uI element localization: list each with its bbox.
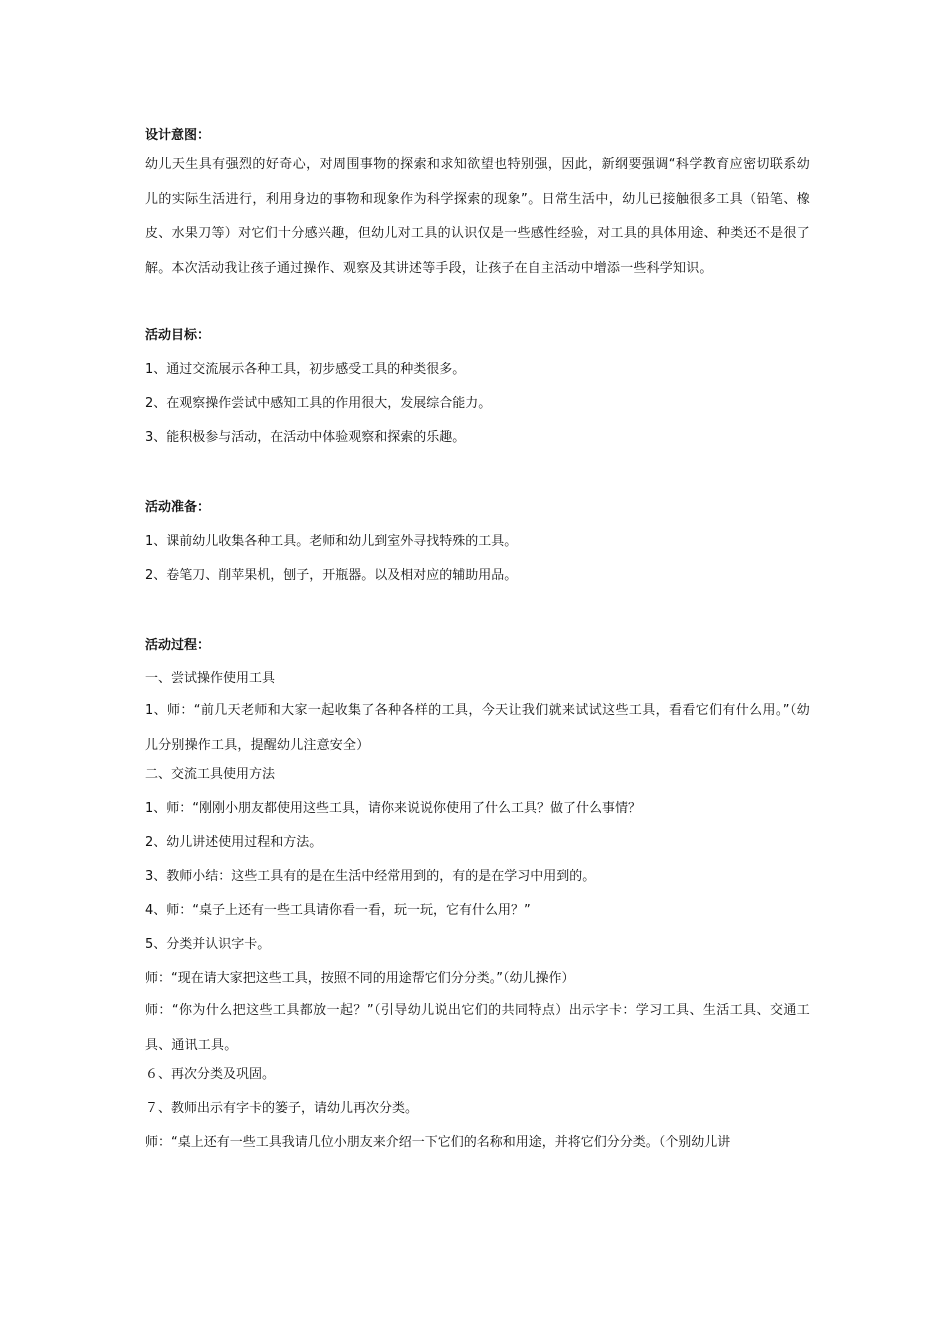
section-gap [145,286,810,326]
goal-item: 1、通过交流展示各种工具，初步感受工具的种类很多。 [145,362,466,377]
process-part2-item: 2、幼儿讲述使用过程和方法。 [145,835,323,850]
process-part2-title: 二、交流工具使用方法 [145,767,276,782]
prep-heading: 活动准备： [145,500,211,515]
process-part2-item: 师：“现在请大家把这些工具，按照不同的用途帮它们分分类。”（幼儿操作） [145,971,575,986]
process-part2-item: 5、分类并认识字卡。 [145,937,271,952]
process-heading: 活动过程： [145,638,211,653]
process-part2-item: 4、师：“桌子上还有一些工具请你看一看，玩一玩，它有什么用？” [145,903,531,918]
prep-item: 1、课前幼儿收集各种工具。老师和幼儿到室外寻找特殊的工具。 [145,534,518,549]
process-part2-item: ７、教师出示有字卡的篓子，请幼儿再次分类。 [145,1101,419,1116]
goals-heading: 活动目标： [145,328,211,343]
design-heading: 设计意图： [145,128,211,143]
document-page [145,126,810,1153]
goal-item: 2、在观察操作尝试中感知工具的作用很大，发展综合能力。 [145,396,492,411]
design-paragraph: 幼儿天生具有强烈的好奇心，对周围事物的探索和求知欲望也特别强，因此，新纲要强调“科学教育应密切联系幼儿的实际生活进行，利用身边的事物和现象作为科学探索的现象”。日常生活中，幼儿已接触很多工具（铅笔、橡皮、水果刀等）对它们十分感兴趣，但幼儿对工具的认识仅是一些感性经验，对工具的具体用途、种类还不是很了解。本次活动我让孩子通过操作、观察及其讲述等手段，让孩子在自主活动中增添一些科学知识。 [145,157,810,276]
process-part1-title: 一、尝试操作使用工具 [145,671,276,686]
prep-item: 2、卷笔刀、削苹果机，刨子，开瓶器。以及相对应的辅助用品。 [145,568,518,583]
section-gap [145,448,810,498]
process-part2-item: ６、再次分类及巩固。 [145,1067,276,1082]
process-last-line: 师：“桌上还有一些工具我请几位小朋友来介绍一下它们的名称和用途，并将它们分分类。（个别幼儿讲 [145,1135,731,1150]
section-gap [145,586,810,636]
goal-item: 3、能积极参与活动，在活动中体验观察和探索的乐趣。 [145,430,466,445]
process-part2-item: 1、师：“刚刚小朋友都使用这些工具，请你来说说你使用了什么工具？做了什么事情？ [145,801,642,816]
process-part2-item: 3、教师小结：这些工具有的是在生活中经常用到的，有的是在学习中用到的。 [145,869,596,884]
process-part2-paragraph: 师：“你为什么把这些工具都放一起？”（引导幼儿说出它们的共同特点）出示字卡：学习工具、生活工具、交通工具、通讯工具。 [145,1003,810,1053]
process-part1-item: 1、师：“前几天老师和大家一起收集了各种各样的工具，今天让我们就来试试这些工具，看看它们有什么用。”（幼儿分别操作工具，提醒幼儿注意安全） [145,703,810,753]
